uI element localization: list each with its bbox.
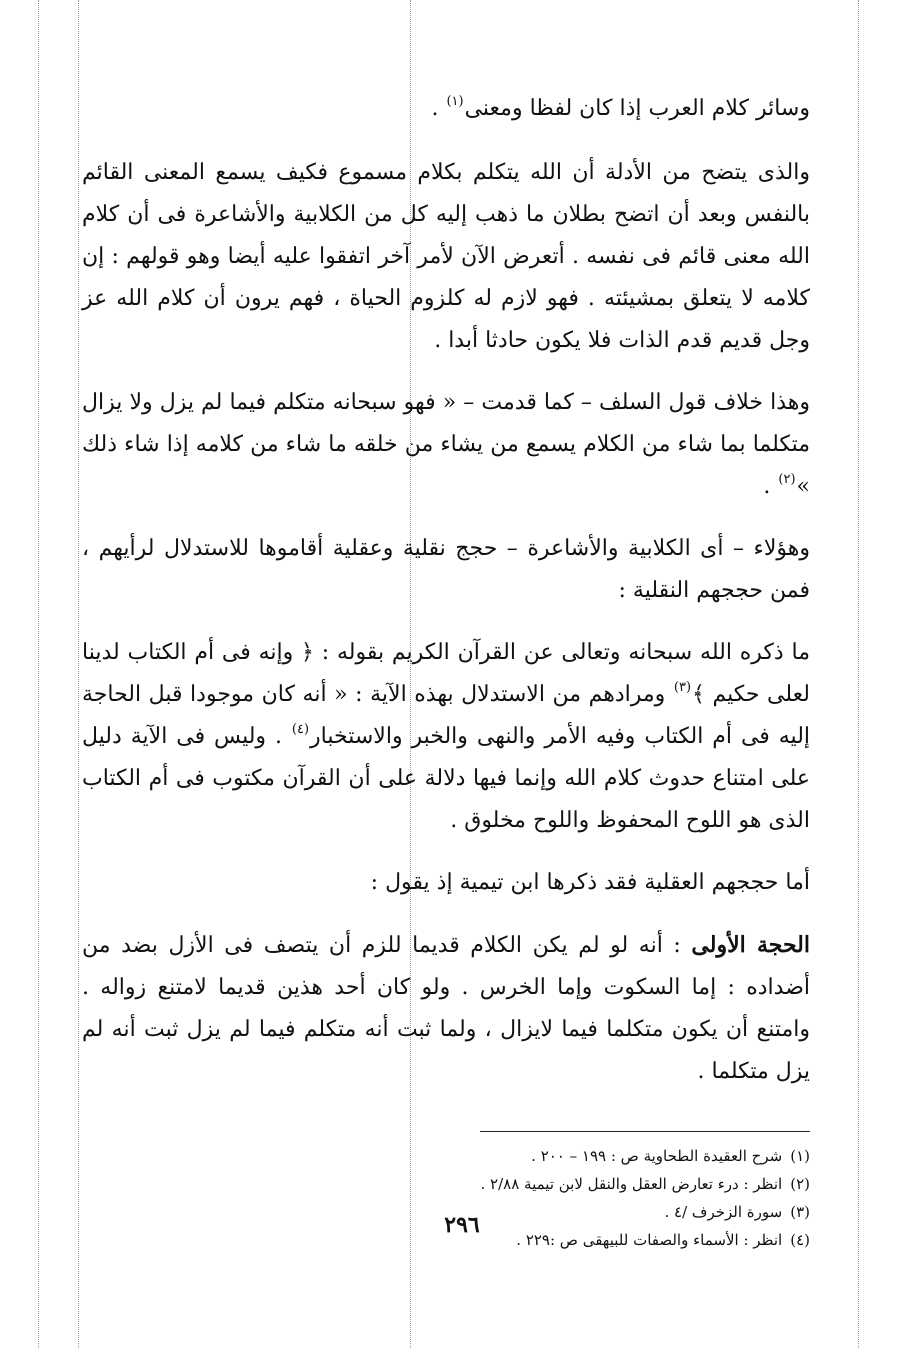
- paragraph-tail: .: [431, 96, 446, 121]
- paragraph-text: : أنه لو لم يكن الكلام قديما للزم أن يتصف فى الأزل بضد من أضداده : إما السكوت وإما الخرس . ولو كان أحد هذين قديما لامتنع زواله . وامتنع أن يكون متكلما فيما لايزال ، ولما ثبت أنه متكلم فيما لم يزل ثبت أنه لم يزل متكلما .: [82, 933, 810, 1084]
- paragraph-tail: . وليس فى الآية دليل على امتناع حدوث كلام الله وإنما فيها دلالة على أن القرآن مكتوب فى أم الكتاب الذى هو اللوح المحفوظ واللوح مخلوق .: [82, 724, 810, 833]
- footnote-ref[interactable]: (٢): [778, 471, 796, 487]
- page-body: [82, 88, 810, 1254]
- footnote-ref[interactable]: (٤): [291, 721, 310, 737]
- paragraph-2: [82, 152, 810, 362]
- footnote-divider: [480, 1131, 810, 1132]
- scan-guide-line: [38, 0, 39, 1348]
- paragraph-text: وهؤلاء – أى الكلابية والأشاعرة – حجج نقلية وعقلية أقاموها للاستدلال لرأيهم ، فمن حججهم النقلية :: [82, 536, 810, 603]
- footnote-text: انظر : الأسماء والصفات للبيهقى ص :٢٢٩ .: [516, 1231, 783, 1249]
- scan-guide-line: [858, 0, 859, 1348]
- paragraph-1: [82, 88, 810, 130]
- paragraph-5: [82, 632, 810, 842]
- paragraph-text: أما حججهم العقلية فقد ذكرها ابن تيمية إذ يقول :: [370, 870, 810, 895]
- page-number: ٢٩٦: [444, 1212, 480, 1238]
- paragraph-lead: الحجة الأولى: [691, 932, 810, 958]
- paragraph-3: [82, 382, 810, 508]
- scan-guide-line: [78, 0, 79, 1348]
- paragraph-text: وسائر كلام العرب إذا كان لفظا ومعنى: [464, 96, 810, 121]
- footnote-ref[interactable]: (٣): [673, 679, 692, 695]
- footnote-item: [82, 1170, 810, 1198]
- paragraph-text: ما ذكره الله سبحانه وتعالى عن القرآن الكريم بقوله : ﴿ وإنه فى أم الكتاب لدينا لعلى حكيم ﴾: [82, 640, 810, 707]
- paragraph-6: [82, 862, 810, 904]
- footnote-number: (١): [790, 1147, 810, 1165]
- paragraph-tail: .: [763, 474, 778, 499]
- footnote-number: (٣): [790, 1203, 810, 1221]
- paragraph-text: وهذا خلاف قول السلف – كما قدمت – « فهو سبحانه متكلم فيما لم يزل ولا يزال متكلما بما شاء من الكلام يسمع من يشاء من خلقه ما شاء من كلامه إذا شاء ذلك »: [82, 390, 810, 499]
- footnote-ref[interactable]: (١): [446, 93, 464, 109]
- paragraph-7: [82, 924, 810, 1093]
- paragraph-tail: ومرادهم من الاستدلال بهذه الآية : « أنه كان موجودا قبل الحاجة إليه فى أم الكتاب وفيه الأمر والنهى والخبر والاستخبار: [82, 682, 811, 749]
- footnote-text: سورة الزخرف /٤ .: [664, 1203, 783, 1221]
- footnote-item: [82, 1142, 810, 1170]
- footnote-number: (٢): [790, 1175, 810, 1193]
- footnote-number: (٤): [790, 1231, 810, 1249]
- paragraph-text: والذى يتضح من الأدلة أن الله يتكلم بكلام مسموع فكيف يسمع المعنى القائم بالنفس وبعد أن اتضح بطلان ما ذهب إليه كل من الكلابية والأشاعرة فى أن كلام الله معنى قائم فى نفسه . أتعرض الآن لأمر آخر اتفقوا عليه أيضا وهو قولهم : إن كلامه لا يتعلق بمشيئته . فهو لازم له كلزوم الحياة ، فهم يرون أن كلام الله عز وجل قديم قدم الذات فلا يكون حادثا أبدا .: [82, 160, 810, 353]
- paragraph-4: [82, 528, 810, 612]
- footnote-text: انظر : درء تعارض العقل والنقل لابن تيمية ٢/٨٨ .: [480, 1175, 783, 1193]
- footnote-text: شرح العقيدة الطحاوية ص : ١٩٩ – ٢٠٠ .: [531, 1147, 783, 1165]
